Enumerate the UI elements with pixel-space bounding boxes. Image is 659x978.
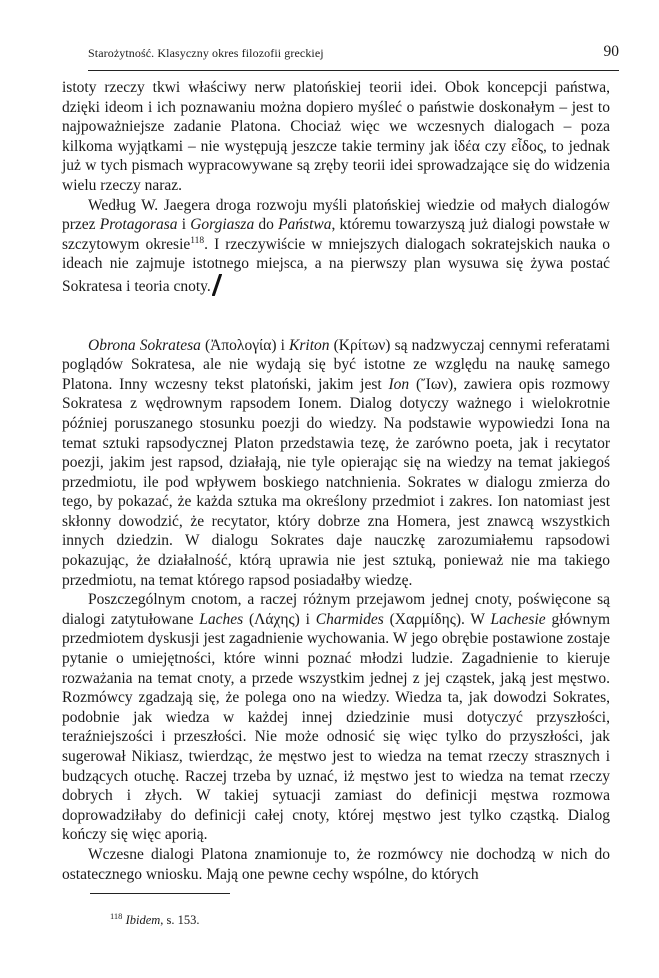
greek-term-idea: ἰδέα xyxy=(453,137,480,155)
paragraph-2: Według W. Jaegera droga rozwoju myśli platońskiej wiedzie od małych dialogów przez Protagorasa i Gorgiasza do Państwa, któremu towarzyszą już dialogi powstałe w szczytowym okresie$^{118}$. I rzeczywiście w mniejszych dialogach sokratejskich nauka o ideach nie zajmuje istotnego miejsca, a na pierwszy plan wysuwa się żywa postać Sokratesa i teoria cnoty. xyxy=(62,196,611,295)
greek-term-eidos: εἶδος xyxy=(511,137,543,155)
paragraph-3: Obrona Sokratesa (Ἀπολογία) i Kriton (Κρίτων) są nadzwyczaj cennymi referatami poglądów Sokratesa, ale nie wydają się być istotne ze względu na naukę samego Platona. Inny wczesny tekst platoński, jakim jest Ion (Ἴων), zawiera opis rozmowy Sokratesa z wędrownym rapsodem Ionem. Dialog dotyczy ważnego i wielokrotnie później poruszanego stosunku poezji do wiedzy. Na podstawie wypowiedzi Iona na temat sztuki rapsodycznej Platon przedstawia tezę, że zarówno poeta, jak i recytator poezji, jakim jest rapsod, działają, nie tyle opierając się na wiedzy na temat jakiegoś przedmiotu, ile pod wpływem boskiego natchnienia. Sokrates w dialogu zmierza do tego, by pokazać, że każda sztuka ma określony przedmiot i zakres. Ion natomiast jest skłonny dowodzić, że recytator, który dobrze zna Homera, jest znawcą wszystkich innych dziedzin. W dialogu Sokrates daje nauczkę zarozumiałemu rapsodowi pokazując, że działalność, którą uprawia nie jest sztuką, ponieważ nie ma takiego przedmiotu, na temat którego rapsod posiadałby wiedzę. xyxy=(62,336,611,589)
paragraph-5: Wczesne dialogi Platona znamionuje to, że rozmówcy nie dochodzą w nich do ostatecznego wniosku. Mają one pewne cechy wspólne, do których xyxy=(62,845,610,883)
greek-title-charmides: (Χαρμίδης) xyxy=(389,610,461,628)
footnote-text: , s. 153. xyxy=(160,913,200,927)
paragraph-1: istoty rzeczy tkwi właściwy nerw platońskiej teorii idei. Obok koncepcji państwa, dzięki ideom i ich poznawaniu można dopiero myśleć o państwie doskonałym – jest to najpoważniejsze zadanie Platona. Chociaż więc we wczesnych dialogach – poza kilkoma wyjątkami – nie występują jeszcze takie terminy jak ἰδέα czy εἶδος, to jednak już w tych pismach wypracowywane są zręby teorii idei sprowadzające się do widzenia wielu rzeczy naraz. xyxy=(62,79,610,194)
greek-title-laches: (Λάχης) xyxy=(249,610,300,628)
title-apology: Obrona Sokratesa xyxy=(88,336,201,354)
footnote-title: Ibidem xyxy=(125,913,161,927)
body-text xyxy=(62,78,610,884)
greek-title-apology: (Ἀπολογία) xyxy=(205,336,277,354)
footnote xyxy=(110,910,200,928)
handwritten-slash-mark xyxy=(212,274,222,296)
greek-title-ion: (Ἴων) xyxy=(415,375,454,393)
title-laches-locative: Lachesie xyxy=(490,610,546,628)
title-charmides: Charmides xyxy=(315,610,384,628)
greek-title-crito: (Κρίτων) xyxy=(333,336,391,354)
title-ion: Ion xyxy=(388,375,410,393)
footnote-number: 118 xyxy=(110,910,123,921)
running-head: Starożytność. Klasyczny okres filozofii greckiej xyxy=(88,46,324,60)
paragraph-4: Poszczególnym cnotom, a raczej różnym przejawom jednej cnoty, poświęcone są dialogi zatytułowane Laches (Λάχης) i Charmides (Χαρμίδης). W Lachesie głównym przedmiotem dyskusji jest zagadnienie wychowania. W jego obrębie postawione zostaje pytanie o umiejętności, które winni poznać młodzi ludzie. Zagadnienie to kieruje rozważania na temat cnoty, a przede wszystkim jednej z jej cząstek, jaką jest męstwo. Rozmówcy zgadzają się, że polega ono na wiedzy. Wiedza ta, jak dowodzi Sokrates, podobnie jak wiedza w każdej innej dziedzinie musi dotyczyć przyszłości, teraźniejszości i przeszłości. Nie może odnosić się więc tylko do przyszłości, jak sugerował Nikiasz, twierdząc, że męstwo jest to wiedza na temat rzeczy strasznych i budzących otuchę. Raczej trzeba by uznać, iż męstwo jest to wiedza na temat rzeczy dobrych i złych. W takiej sytuacji zamiast do definicji męstwa rozmowa doprowadziłaby do definicji całej cnoty, której męstwo jest tylko cząstką. Dialog kończy się więc aporią. xyxy=(62,591,611,844)
title-protagoras: Protagorasa xyxy=(99,216,178,234)
footnote-reference: 118 xyxy=(190,235,205,246)
title-laches: Laches xyxy=(199,610,244,628)
footnote-divider xyxy=(90,893,230,894)
title-crito: Kriton xyxy=(289,336,330,354)
page-number: 90 xyxy=(603,43,619,60)
page-header xyxy=(88,44,619,71)
title-gorgias: Gorgiasza xyxy=(190,216,255,234)
title-republic: Państwa xyxy=(278,216,332,234)
